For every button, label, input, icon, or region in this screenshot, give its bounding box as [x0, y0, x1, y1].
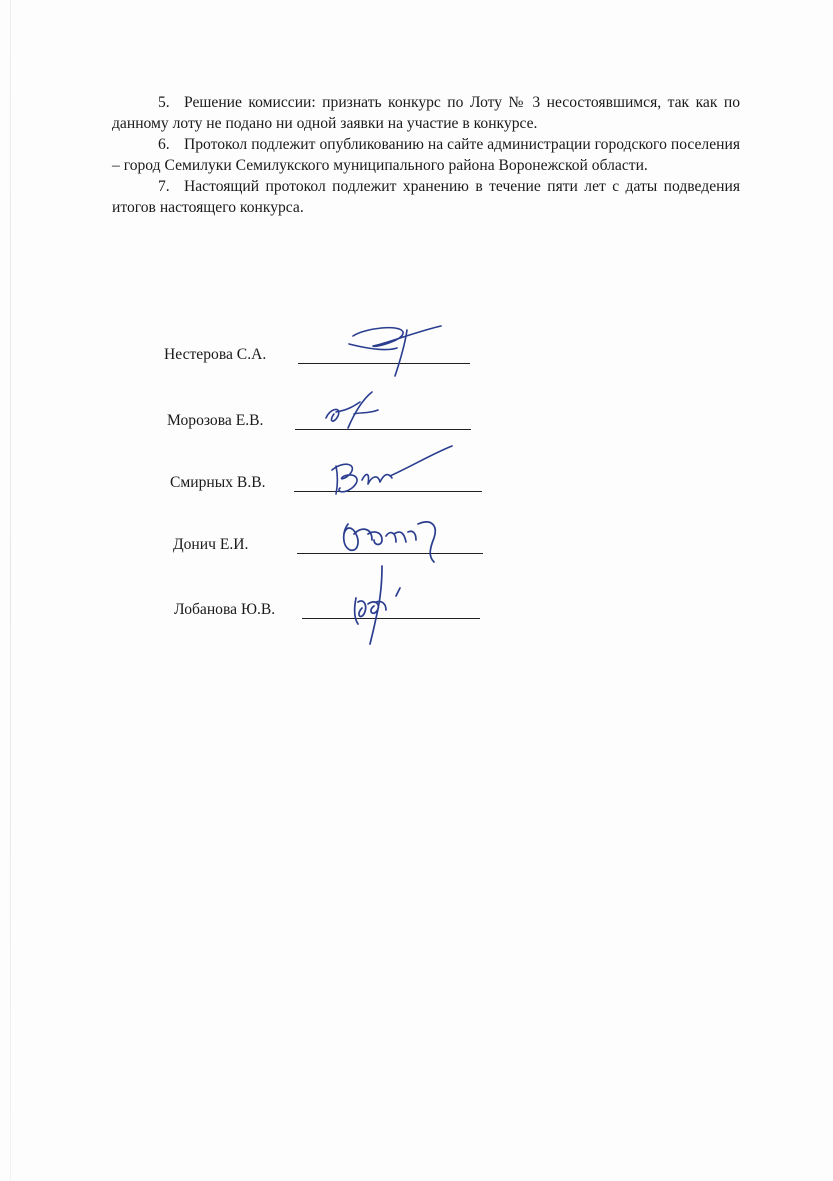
signatory-name: Донич Е.И.	[173, 536, 249, 553]
signatory-name: Нестерова С.А.	[164, 346, 267, 363]
signature-mark	[346, 562, 416, 647]
paragraph-text: Протокол подлежит опубликованию на сайте администрации городского поселения – город Семилуки Семилукского муниципального района Воронежской области.	[112, 136, 740, 174]
signature-mark	[345, 318, 455, 378]
signature-row	[174, 585, 494, 625]
signatory-name: Морозова Е.В.	[167, 412, 264, 429]
paragraph-number: 6.	[158, 136, 170, 153]
signature-mark	[322, 440, 462, 500]
paragraph-number: 5.	[158, 94, 170, 111]
paragraph-text: Решение комиссии: признать конкурс по Лоту № 3 несостоявшимся, так как по данному лоту не подано ни одной заявки на участие в конкурсе.	[112, 94, 740, 132]
signatory-name: Смирных В.В.	[170, 474, 266, 491]
paragraph-6	[112, 134, 740, 176]
paragraph-5	[112, 92, 740, 134]
protocol-text	[112, 92, 740, 218]
signature-mark	[338, 512, 448, 567]
scan-edge	[10, 0, 11, 1181]
signatory-name: Лобанова Ю.В.	[174, 601, 276, 618]
paragraph-text: Настоящий протокол подлежит хранению в течение пяти лет с даты подведения итогов настоящего конкурса.	[112, 178, 740, 216]
paragraph-number: 7.	[158, 178, 170, 195]
signature-mark	[320, 388, 390, 433]
paragraph-7	[112, 176, 740, 218]
